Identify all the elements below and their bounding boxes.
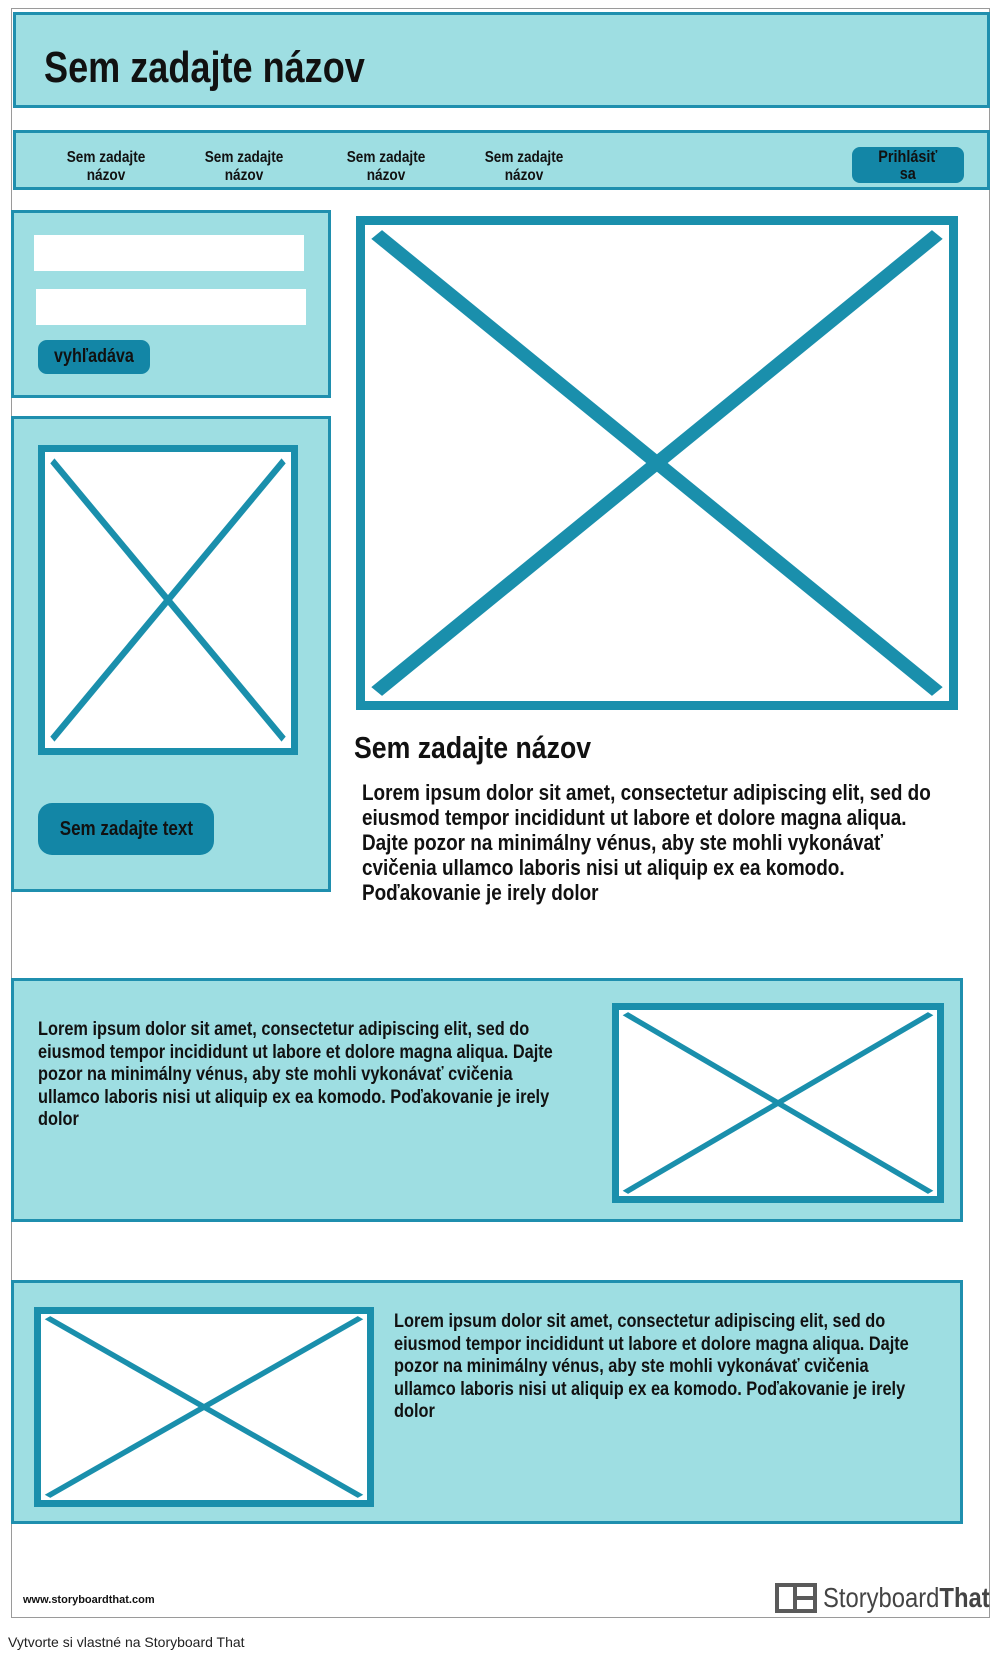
login-button[interactable]: [852, 147, 964, 183]
header-bar: [13, 12, 990, 108]
image-placeholder-icon: [45, 452, 291, 748]
storyboard-logo-icon: [775, 1583, 817, 1613]
section2-image-placeholder: [34, 1307, 374, 1507]
search-input-2[interactable]: [36, 289, 306, 325]
search-panel: [11, 210, 331, 398]
sidebar-image-placeholder: [38, 445, 298, 755]
page-title: Sem zadajte názov: [44, 43, 365, 92]
footer-url[interactable]: www.storyboardthat.com: [23, 1594, 155, 1606]
search-button-label: vyhľadáva: [54, 346, 134, 367]
sidebar-panel: [11, 416, 331, 892]
footer-credit[interactable]: Vytvorte si vlastné na Storyboard That: [8, 1634, 245, 1650]
nav-bar: [13, 130, 990, 190]
image-placeholder-icon: [365, 225, 949, 701]
section1-paragraph: Lorem ipsum dolor sit amet, consectetur adipiscing elit, sed do eiusmod tempor incididunt ut labore et dolore magna aliqua. Dajte pozor na minimálny vénus, aby ste mohli vykonávať cvičenia ullamco laboris nisi ut aliquip ex ea komodo. Poďakovanie je irely dolor: [38, 1019, 553, 1130]
main-paragraph: Lorem ipsum dolor sit amet, consectetur adipiscing elit, sed do eiusmod tempor incididunt ut labore et dolore magna aliqua. Dajte pozor na minimálny vénus, aby ste mohli vykonávať cvičenia ullamco laboris nisi ut aliquip ex ea komodo. Poďakovanie je irely dolor: [362, 780, 931, 905]
logo-word-2: That: [939, 1582, 990, 1613]
nav-item-4[interactable]: Sem zadajte názov: [484, 149, 564, 184]
storyboardthat-logo: [775, 1582, 1000, 1614]
login-label: Prihlásiť sa: [878, 147, 938, 183]
content-section-2: [11, 1280, 963, 1524]
section1-image-placeholder: [612, 1003, 944, 1203]
main-heading: Sem zadajte názov: [354, 730, 592, 765]
section2-paragraph: Lorem ipsum dolor sit amet, consectetur adipiscing elit, sed do eiusmod tempor incididunt ut labore et dolore magna aliqua. Dajte pozor na minimálny vénus, aby ste mohli vykonávať cvičenia ullamco laboris nisi ut aliquip ex ea komodo. Poďakovanie je irely dolor: [394, 1311, 909, 1422]
nav-item-1[interactable]: Sem zadajte názov: [66, 149, 146, 184]
search-input-1[interactable]: [34, 235, 304, 271]
nav-item-3[interactable]: Sem zadajte názov: [346, 149, 426, 184]
search-button[interactable]: [38, 340, 150, 374]
logo-wordmark: [823, 1582, 990, 1614]
sidebar-button-label: Sem zadajte text: [59, 817, 193, 840]
content-section-1: [11, 978, 963, 1222]
image-placeholder-icon: [619, 1010, 937, 1196]
image-placeholder-icon: [41, 1314, 367, 1500]
logo-word-1: Storyboard: [823, 1582, 940, 1613]
nav-item-2[interactable]: Sem zadajte názov: [204, 149, 284, 184]
sidebar-text-button[interactable]: [38, 803, 214, 855]
main-image-placeholder: [356, 216, 958, 710]
